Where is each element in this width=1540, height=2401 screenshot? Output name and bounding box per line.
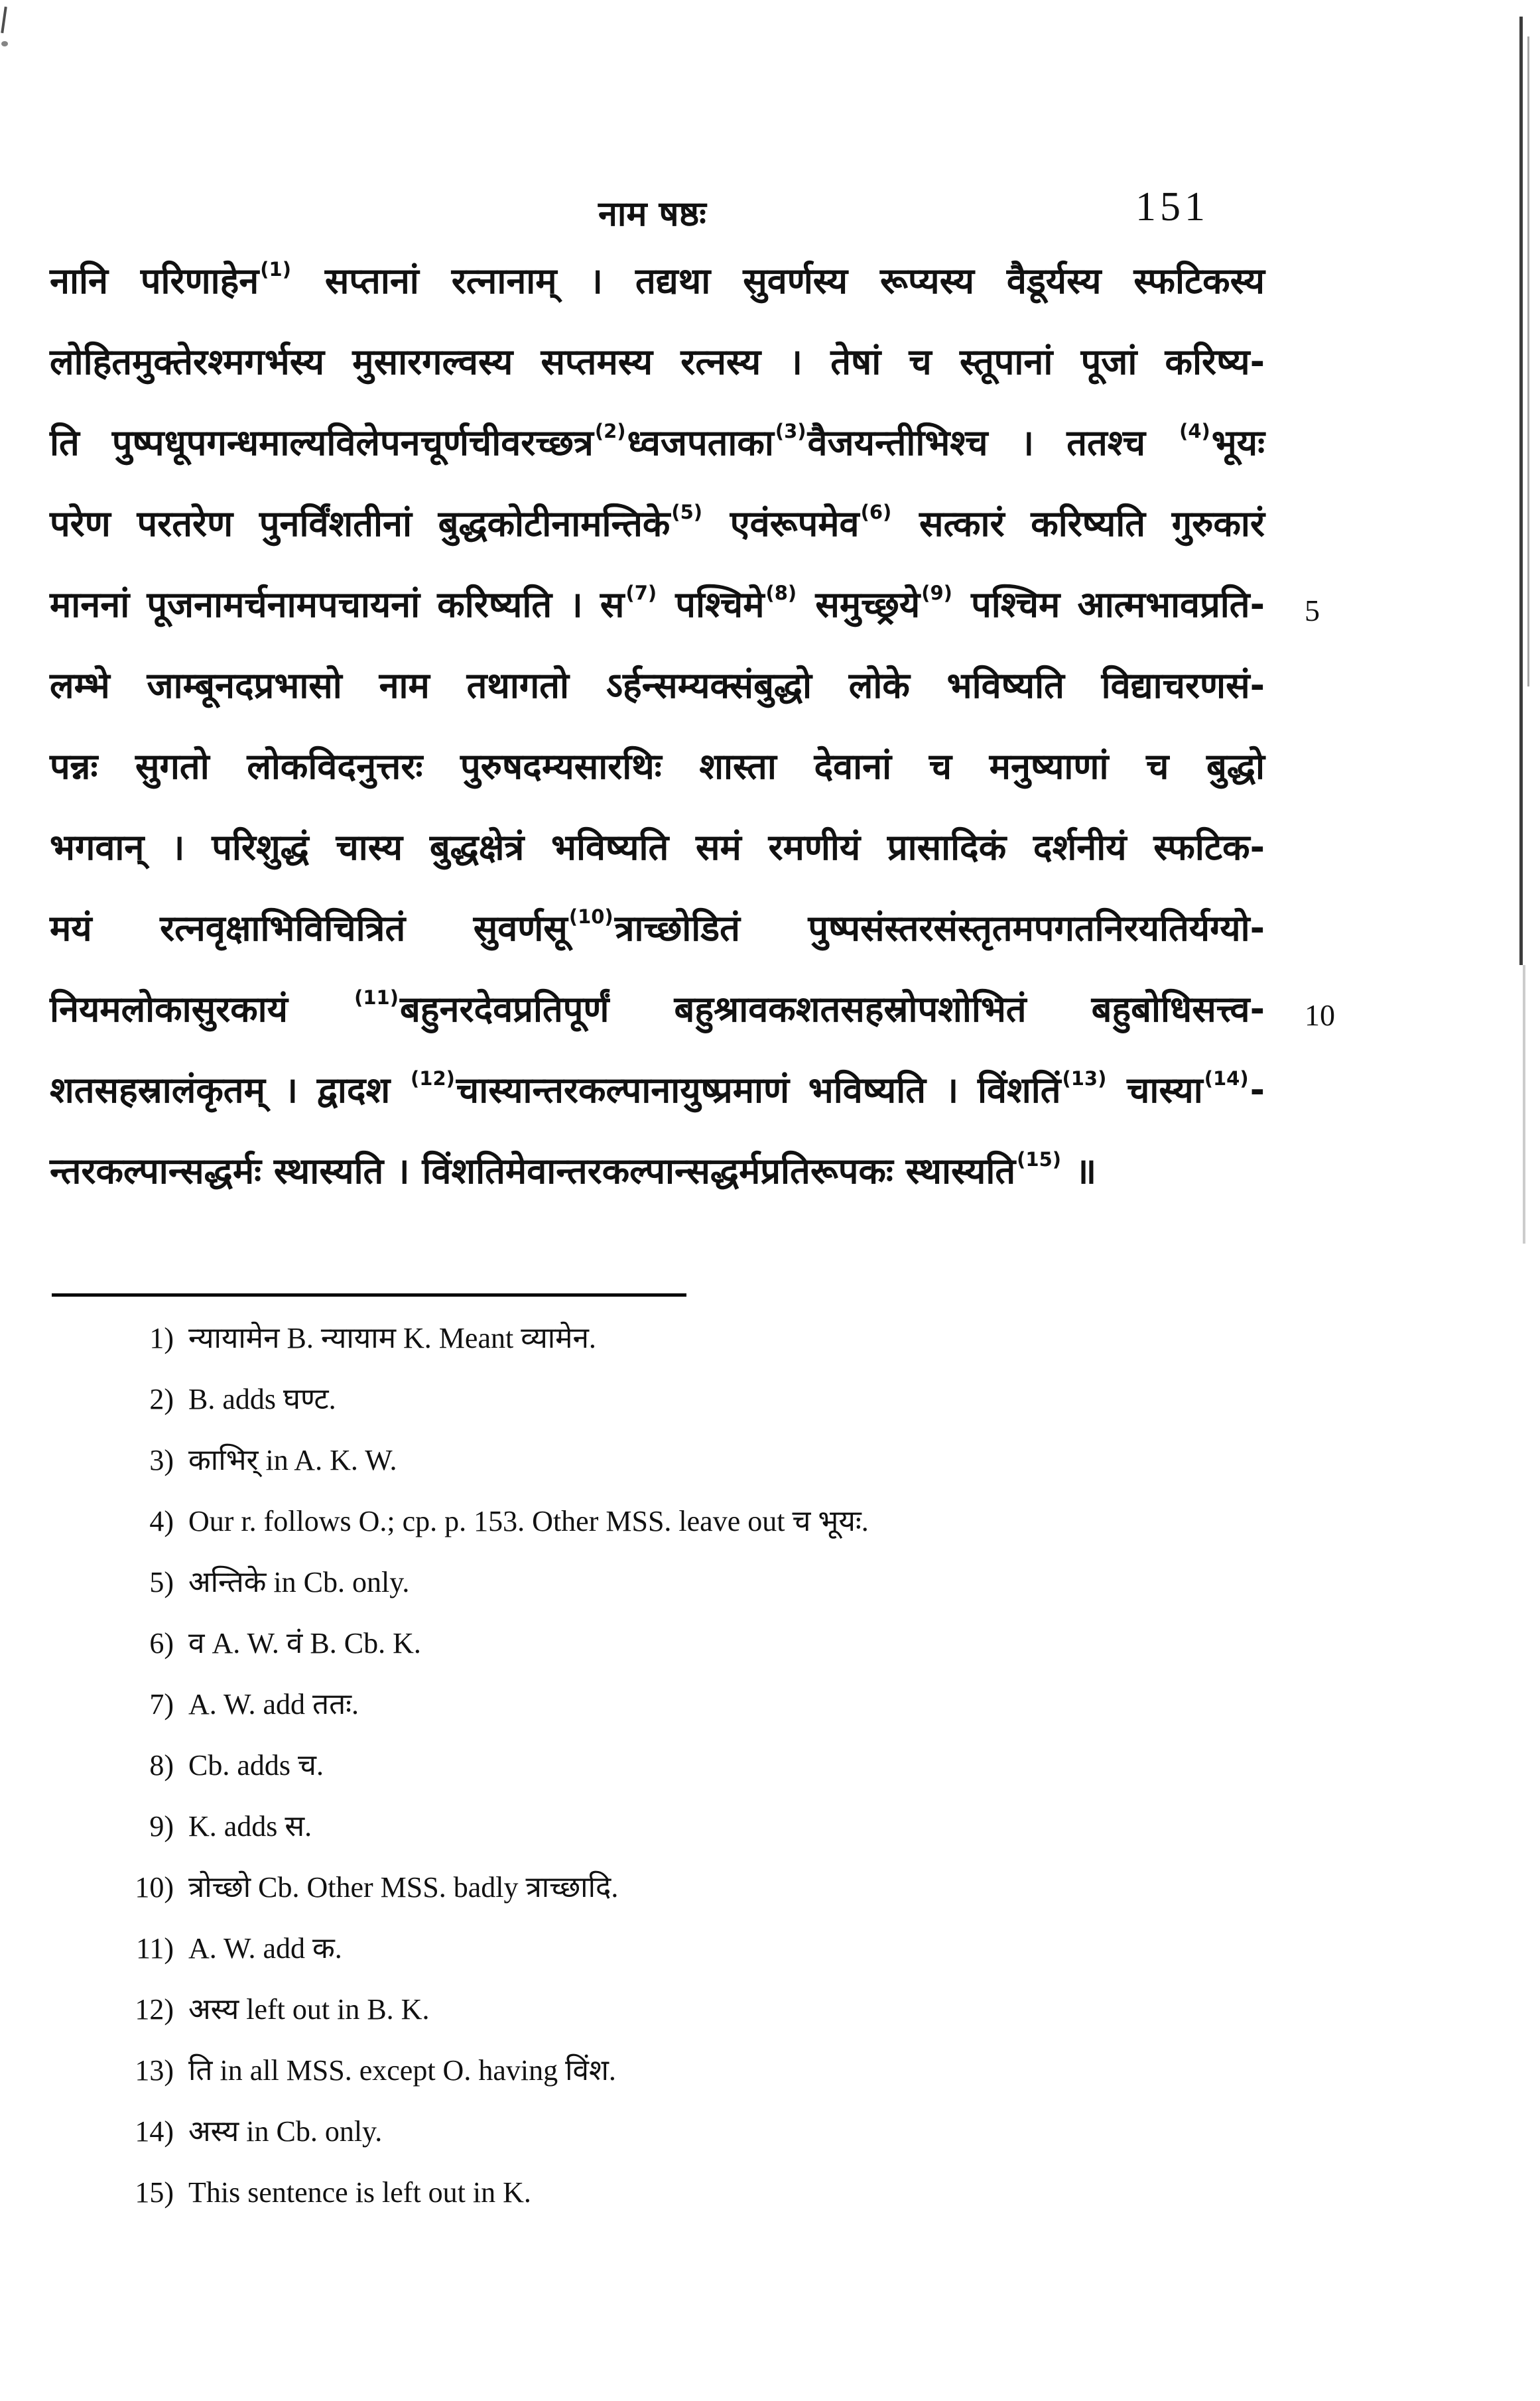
margin-line-number: 10 bbox=[1305, 998, 1335, 1032]
footnote bbox=[0, 1747, 1260, 1784]
footnote-marker: (10) bbox=[568, 905, 613, 928]
text-segment: माननां पूजनामर्चनामपचायनां करिष्यति । स bbox=[50, 584, 625, 625]
footnote-text: व A. W. वं B. Cb. K. bbox=[188, 1627, 421, 1659]
footnote-number: 3) bbox=[149, 1444, 174, 1476]
footnote-number: 12) bbox=[135, 1993, 174, 2026]
text-segment: सप्तानां रत्नानाम् । तद्यथा सुवर्णस्य रूप्यस्य वैडूर्यस्य स्फटिकस्य bbox=[292, 260, 1265, 302]
footnote-number: 11) bbox=[135, 1932, 174, 1965]
footnote-marker: (9) bbox=[921, 582, 952, 604]
text-segment: लोहितमुक्तेरश्मगर्भस्य मुसारगल्वस्य सप्तमस्य रत्नस्य । तेषां च स्तूपानां पूजां करिष्य- bbox=[50, 341, 1265, 383]
footnote-text: A. W. add ततः. bbox=[188, 1688, 359, 1720]
footnote-number: 10) bbox=[135, 1871, 174, 1904]
text-segment: लम्भे जाम्बूनदप्रभासो नाम तथागतो ऽर्हन्सम्यक्संबुद्धो लोके भविष्यति विद्याचरणसं- bbox=[50, 665, 1265, 706]
footnote bbox=[0, 2113, 1260, 2150]
footnote-text: A. W. add क. bbox=[188, 1932, 342, 1965]
footnote-marker: (5) bbox=[671, 501, 703, 523]
footnote bbox=[0, 1320, 1260, 1356]
footnote-number: 7) bbox=[149, 1688, 174, 1720]
text-segment: बहुनरदेवप्रतिपूर्णं बहुश्रावकशतसहस्रोपशोभितं बहुबोधिसत्त्व- bbox=[399, 988, 1265, 1030]
footnote-number: 15) bbox=[135, 2176, 174, 2209]
text-segment: ॥ bbox=[1062, 1150, 1097, 1192]
footnote-marker: (15) bbox=[1017, 1148, 1062, 1171]
footnote-text: काभिर् in A. K. W. bbox=[188, 1444, 397, 1476]
footnote bbox=[0, 2052, 1260, 2089]
footnote-marker: (2) bbox=[594, 420, 626, 442]
footnote-number: 4) bbox=[149, 1505, 174, 1537]
text-segment: पश्चिमे bbox=[658, 584, 765, 625]
text-line bbox=[50, 986, 1265, 1034]
text-segment: पन्नः सुगतो लोकविदनुत्तरः पुरुषदम्यसारथिः शास्ता देवानां च मनुष्याणां च बुद्धो bbox=[50, 746, 1265, 787]
footnote bbox=[0, 1930, 1260, 1967]
text-line bbox=[50, 581, 1265, 629]
scan-corner-artifact bbox=[1, 41, 8, 46]
footnote-marker: (3) bbox=[775, 420, 806, 442]
text-segment: भगवान् । परिशुद्धं चास्य बुद्धक्षेत्रं भविष्यति समं रमणीयं प्रासादिकं दर्शनीयं स्फटिक- bbox=[50, 826, 1265, 868]
text-segment: त्राच्छोडितं पुष्पसंस्तरसंस्तृतमपगतनिरयतिर्यग्यो- bbox=[614, 907, 1265, 949]
footnote-marker: (13) bbox=[1062, 1067, 1107, 1090]
footnote-number: 8) bbox=[149, 1749, 174, 1782]
footnote bbox=[0, 1503, 1260, 1539]
text-segment: सत्कारं करिष्यति गुरुकारं bbox=[893, 503, 1265, 545]
footnote-marker: (14) bbox=[1204, 1067, 1249, 1090]
text-segment: मयं रत्नवृक्षाभिविचित्रितं सुवर्णसू bbox=[50, 907, 568, 949]
footnote-text: Our r. follows O.; cp. p. 153. Other MSS. leave out च भूयः. bbox=[188, 1505, 869, 1537]
footnote-text: अस्य in Cb. only. bbox=[188, 2115, 383, 2148]
footnote bbox=[0, 1381, 1260, 1417]
text-segment: नियमलोकासुरकायं bbox=[50, 988, 353, 1030]
text-segment: भूयः bbox=[1211, 422, 1265, 464]
footnote-text: त्रोच्छो Cb. Other MSS. badly त्राच्छादि. bbox=[188, 1871, 619, 1904]
footnote-text: K. adds स. bbox=[188, 1810, 312, 1843]
text-line bbox=[50, 338, 1265, 387]
text-line bbox=[50, 419, 1265, 468]
page-number: 151 bbox=[1135, 184, 1209, 229]
text-segment: ति पुष्पधूपगन्धमाल्यविलेपनचूर्णचीवरच्छत्र bbox=[50, 422, 594, 464]
footnote-text: B. adds घण्ट. bbox=[188, 1383, 336, 1415]
footnote bbox=[0, 1686, 1260, 1722]
footnote bbox=[0, 1869, 1260, 1906]
text-segment: परेण परतरेण पुनर्विंशतीनां बुद्धकोटीनामन्तिके bbox=[50, 503, 671, 545]
footnote-marker: (8) bbox=[765, 582, 797, 604]
footnote bbox=[0, 2174, 1260, 2211]
footnote-text: ति in all MSS. except O. having विंश. bbox=[188, 2054, 616, 2087]
margin-line-number: 5 bbox=[1305, 594, 1320, 627]
footnote-text: न्यायामेन B. न्यायाम K. Meant व्यामेन. bbox=[188, 1322, 596, 1354]
text-line bbox=[50, 662, 1265, 710]
text-line bbox=[50, 905, 1265, 953]
footnote-number: 1) bbox=[149, 1322, 174, 1354]
footnote-marker: (12) bbox=[411, 1067, 455, 1090]
text-line bbox=[50, 824, 1265, 872]
text-segment: ध्वजपताका bbox=[627, 422, 774, 464]
text-segment: चास्या bbox=[1108, 1069, 1203, 1111]
footnote-text: अन्तिके in Cb. only. bbox=[188, 1566, 410, 1598]
text-line bbox=[50, 257, 1265, 306]
running-header-title: नाम षष्ठः bbox=[598, 194, 706, 234]
footnote-number: 5) bbox=[149, 1566, 174, 1598]
text-segment: - bbox=[1250, 1069, 1265, 1111]
text-segment: वैजयन्तीभिश्च । ततश्च bbox=[807, 422, 1179, 464]
text-segment: नानि परिणाहेन bbox=[50, 260, 259, 302]
footnote-separator bbox=[52, 1293, 686, 1297]
footnote-text: Cb. adds च. bbox=[188, 1749, 324, 1782]
footnotes bbox=[0, 1320, 1260, 2282]
footnote-marker: (6) bbox=[860, 501, 892, 523]
footnote-number: 13) bbox=[135, 2054, 174, 2087]
footnote-marker: (1) bbox=[260, 258, 291, 281]
footnote-marker: (7) bbox=[625, 582, 657, 604]
scan-edge-artifact bbox=[1519, 17, 1523, 965]
footnote bbox=[0, 1442, 1260, 1478]
footnote bbox=[0, 1564, 1260, 1600]
footnote-number: 6) bbox=[149, 1627, 174, 1659]
text-segment: शतसहस्रालंकृतम् । द्वादश bbox=[50, 1069, 410, 1111]
text-line bbox=[50, 743, 1265, 791]
scan-edge-artifact bbox=[1527, 36, 1529, 686]
text-segment: चास्यान्तरकल्पानायुष्प्रमाणं भविष्यति । विंशतिं bbox=[456, 1069, 1061, 1111]
footnote bbox=[0, 1808, 1260, 1845]
footnote bbox=[0, 1991, 1260, 2028]
scan-corner-artifact bbox=[1, 7, 7, 33]
footnote-number: 9) bbox=[149, 1810, 174, 1843]
footnote-marker: (4) bbox=[1179, 420, 1210, 442]
footnote-text: This sentence is left out in K. bbox=[188, 2176, 531, 2209]
text-segment: न्तरकल्पान्सद्धर्मः स्थास्यति । विंशतिमेवान्तरकल्पान्सद्धर्मप्रतिरूपकः स्थास्यति bbox=[50, 1150, 1016, 1192]
text-segment: एवंरूपमेव bbox=[704, 503, 860, 545]
text-segment: समुच्छ्रये bbox=[798, 584, 921, 625]
scan-edge-artifact bbox=[1523, 965, 1525, 1244]
text-line bbox=[50, 500, 1265, 549]
footnote-marker: (11) bbox=[354, 986, 399, 1009]
text-line bbox=[50, 1147, 1265, 1196]
footnote-number: 2) bbox=[149, 1383, 174, 1415]
main-text bbox=[50, 257, 1335, 1299]
text-segment: पश्चिम आत्मभावप्रति- bbox=[953, 584, 1265, 625]
footnote bbox=[0, 1625, 1260, 1661]
footnote-text: अस्य left out in B. K. bbox=[188, 1993, 430, 2026]
text-line bbox=[50, 1067, 1265, 1115]
footnote-number: 14) bbox=[135, 2115, 174, 2148]
